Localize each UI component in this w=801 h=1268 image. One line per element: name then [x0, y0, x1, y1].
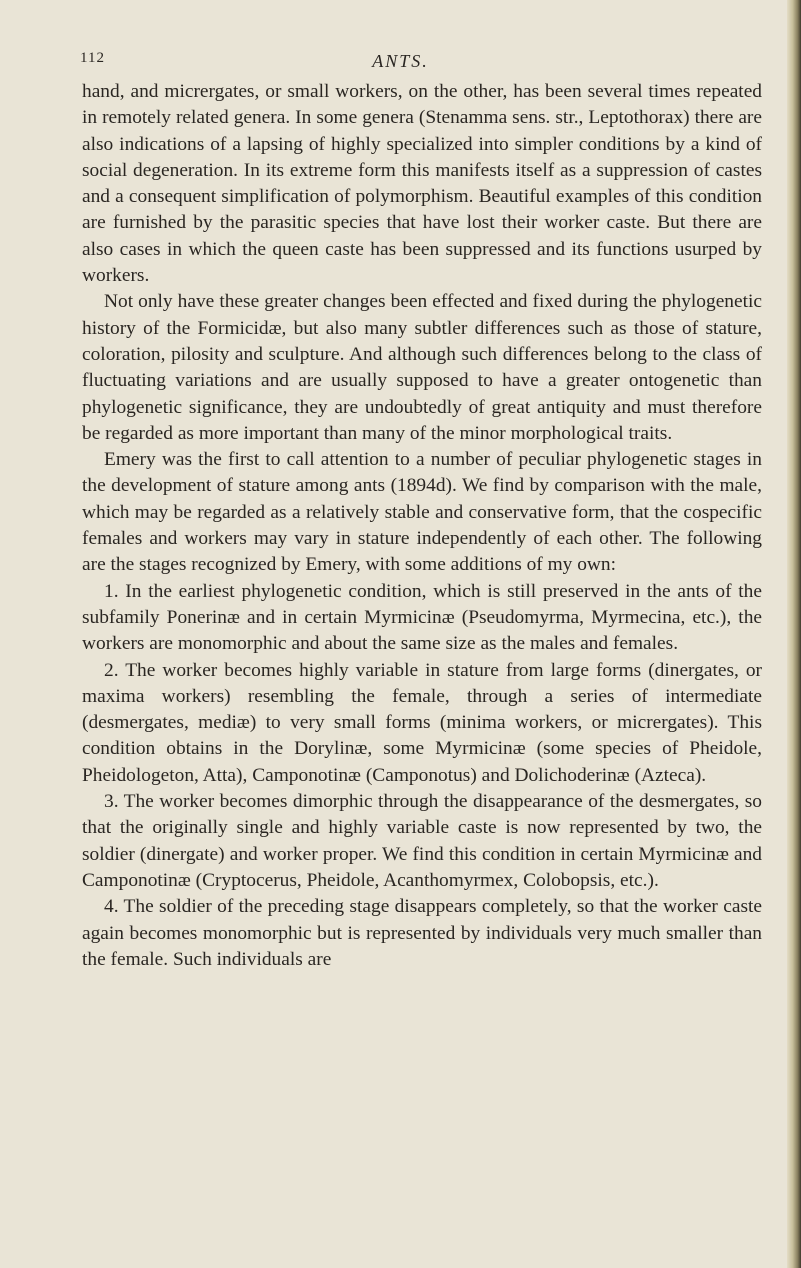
paragraph-emery-stages: Emery was the first to call attention to a number of peculiar phylogenetic stages in the development of stature among ants (1894d). We find by comparison with the male, which may be regarded as a relatively stable and conservative form, that the cospecific females and workers may vary in stature independently of each other. The following are the stages recognized by Emery, with some additions of my own: — [82, 449, 762, 576]
stage-item-3: 3. The worker becomes dimorphic through the disappearance of the desmergates, so that the originally single and highly variable caste is now represented by two, the soldier (dinergate) and worker proper. We find this condition in certain Myrmicinæ and Camponotinæ (Cryptocerus, Pheidole, Acanthomyrmex, Colobopsis, etc.). — [82, 791, 762, 891]
stage-item-1: 1. In the earliest phylogenetic condition, which is still preserved in the ants of the subfamily Ponerinæ and in certain Myrmicinæ (Pseudomyrma, Myrmecina, etc.), the workers are monomorphic and about the same size as the males and females. — [82, 580, 762, 655]
running-title: ANTS. — [372, 51, 429, 71]
page-number: 112 — [80, 50, 105, 66]
stage-item-4: 4. The soldier of the preceding stage disappears completely, so that the worker caste again becomes monomorphic but is represented by individuals very much smaller than the female. Such individuals are — [82, 896, 762, 970]
page-edge-shadow — [787, 0, 801, 1268]
body-text — [82, 79, 762, 973]
stage-item-2: 2. The worker becomes highly variable in stature from large forms (dinergates, or maxima workers) resembling the female, through a series of intermediate (desmergates, mediæ) to very small forms (minima workers, or micrergates). This condition obtains in the Dorylinæ, some Myrmicinæ (some species of Pheidole, Pheidologeton, Atta), Camponotinæ (Camponotus) and Dolichoderinæ (Azteca). — [82, 659, 762, 786]
paragraph-continuation: hand, and micrergates, or small workers, on the other, has been several times repeated in remotely related genera. In some genera (Stenamma sens. str., Leptothorax) there are also indications of a lapsing of highly specialized into simpler conditions by a kind of social degeneration. In its extreme form this manifests itself as a suppression of castes and a consequent simplification of polymorphism. Beautiful examples of this condition are furnished by the parasitic species that have lost their worker caste. But there are also cases in which the queen caste has been suppressed and its functions usurped by workers. — [82, 81, 762, 287]
paragraph-phylogenetic-changes: Not only have these greater changes been effected and fixed during the phylogenetic history of the Formicidæ, but also many subtler differences such as those of stature, coloration, pilosity and sculpture. And although such differences belong to the class of fluctuating variations and are usually supposed to have a greater ontogenetic than phylogenetic significance, they are undoubtedly of great antiquity and must therefore be regarded as more important than many of the minor morphological traits. — [82, 291, 762, 444]
